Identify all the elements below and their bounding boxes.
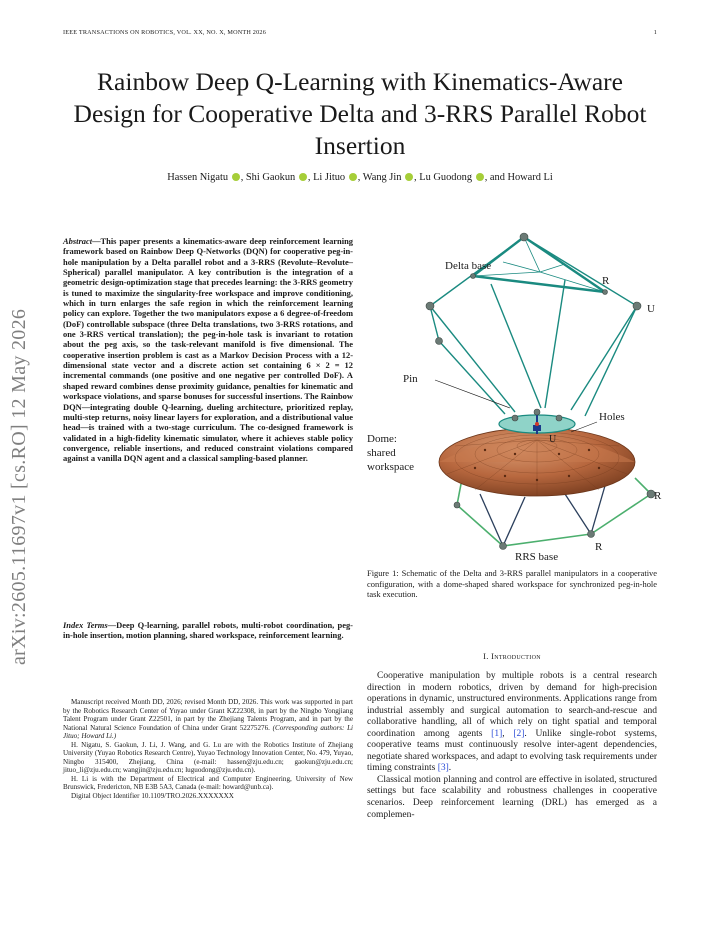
author-list: Hassen Nigatu , Shi Gaokun , Li Jituo , Wang Jin , Lu Guodong , and Howard Li	[167, 172, 553, 183]
section-heading	[367, 651, 657, 661]
label-dome-2: shared	[367, 447, 396, 459]
author-name: Hassen Nigatu	[167, 172, 229, 183]
introduction-text	[367, 671, 657, 821]
label-holes: Holes	[599, 411, 625, 423]
label-dome-1: Dome:	[367, 433, 397, 445]
intro-paragraph-2: Classical motion planning and control are effective in isolated, structured settings but face scalability and robustness challenges in cooperative scenarios. Deep reinforcement learning (DRL) has emerged as a complemen-	[367, 774, 657, 820]
author-name: Wang Jin	[362, 172, 402, 183]
running-header	[63, 29, 657, 36]
label-delta-base: Delta base	[445, 260, 492, 272]
abstract-text: —This paper presents a kinematics-aware deep reinforcement learning framework based on Rainbow Deep Q-Networks (DQN) for cooperative peg-in-hole manipulation by a Delta parallel robot and a 3-RRS (Revolute–Revolute–Spherical) parallel manipulator. A key contribution is the integration of a geometric design-optimization stage that precedes learning: the 3-RRS geometry is tuned to maximize the singularity-free workspace and improve conditioning, which in turn enlarges the safe region in which the reinforcement learning policy can explore. Together the two manipulators expose a 6 degree-of-freedom (DoF) controllable subspace (three Delta translations, two 3-RRS rotations, and one 3-RRS vertical translation); the peg-in-hole task is invariant to rotation about the peg axis, so the task-relevant manifold is five dimensional. The cooperative insertion problem is cast as a Markov Decision Process with a 12-dimensional state vector and a discrete action set containing 6 × 2 = 12 incremental commands (one positive and one negative per controlled DoF). A shaped reward combines dense proximity guidance, penalties for kinematic and workspace violations, and sparse bonuses for successful insertions. The Rainbow DQN—integrating double Q-learning, dueling architecture, prioritized replay, multi-step returns, noisy linear layers for exploration, and a distributional value head—is trained with a two-stage curriculum. The co-designed framework is validated in a high-fidelity kinematic simulator, where it achieves stable policy convergence, reliable insertions, and reduced constraint violations compared against a vanilla DQN agent and a classical sampling-based planner.	[63, 236, 353, 464]
section-title: Introduction	[491, 651, 541, 661]
citation-link[interactable]: [1]	[491, 728, 503, 739]
footnote-affiliation-2: H. Li is with the Department of Electrical and Computer Engineering, University of New Brunswick, Fredericton, NB E3B 5A3, Canada (e-mail: howard@unb.ca).	[63, 774, 353, 792]
label-rrs-base: RRS base	[515, 551, 559, 563]
orcid-icon[interactable]	[476, 173, 484, 181]
orcid-icon[interactable]	[405, 173, 413, 181]
index-terms-text: —Deep Q-learning, parallel robots, multi-robot coordination, peg-in-hole insertion, motion planning, shared workspace, reinforcement learning.	[63, 620, 353, 641]
author-name: Lu Guodong	[419, 172, 473, 183]
footnote	[63, 698, 353, 801]
author-name: Li Jituo	[313, 172, 346, 183]
label-dome-3: workspace	[367, 461, 415, 473]
author-name-last: , and Howard Li	[484, 172, 553, 183]
page-number: 1	[653, 29, 657, 36]
dome-workspace	[439, 428, 635, 496]
orcid-icon[interactable]	[349, 173, 357, 181]
index-terms	[63, 620, 353, 641]
footnote-affiliation: H. Nigatu, S. Gaokun, J. Li, J. Wang, and G. Lu are with the Robotics Institute of Zhejiang University (Yuyao Robotics Research Centre), Yuyao Technology Innovation Center, No. 479, Yuyao, Ningbo 315400, Zhejiang, China (e-mail: hassen@zju.edu.cn; gaokun@zju.edu.cn; jituo_li@zju.edu.cn; wangjin@zju.edu.cn; luguodong@zju.edu.cn).	[63, 740, 353, 775]
figure-1	[365, 232, 660, 562]
joints	[426, 233, 655, 550]
section-number: I.	[483, 651, 489, 661]
abstract-label: Abstract	[63, 236, 93, 246]
corresponding-authors: (Corresponding authors: Li Jituo; Howard Li.)	[63, 723, 353, 741]
footnote-doi: Digital Object Identifier 10.1109/TRO.2026.XXXXXXX	[71, 792, 234, 801]
paper-title: Rainbow Deep Q-Learning with Kinematics-Aware Design for Cooperative Delta and 3-RRS Parallel Robot Insertion	[73, 67, 647, 160]
label-pin: Pin	[403, 373, 418, 385]
orcid-icon[interactable]	[299, 173, 307, 181]
index-terms-label: Index Terms	[63, 620, 108, 630]
orcid-icon[interactable]	[232, 173, 240, 181]
label-u-top: U	[647, 303, 655, 315]
figure-caption: Figure 1: Schematic of the Delta and 3-RRS parallel manipulators in a cooperative configuration, with a dome-shaped shared workspace for synchronized peg-in-hole task execution.	[367, 568, 657, 600]
footnote-funding: Manuscript received Month DD, 2026; revised Month DD, 2026. This work was supported in part by the Robotics Research Center of Yuyao under Grant KZ22308, in part by the Ningbo Yongjiang Talent Program under Grant Z22501, in part by the Zhejiang Talents Program, and in part by the National Natural Science Foundation of China under Grant 52275276. (Corresponding authors: Li Jituo; Howard Li.)	[63, 698, 353, 741]
label-u-mid: U	[549, 434, 557, 445]
pin-leader	[435, 380, 510, 408]
arxiv-stamp: arXiv:2605.11697v1 [cs.RO] 12 May 2026	[8, 308, 30, 665]
citation-link[interactable]: [3]	[437, 763, 449, 774]
label-r-right: R	[654, 490, 662, 502]
intro-paragraph-1: Cooperative manipulation by multiple robots is a central research direction in modern robotics, driven by demand for high-precision operations in dynamic, unstructured environments. Applications range from industrial assembly and surgical automation to search-and-rescue and collaborative handling, all of which rely on tight spatial and temporal coordination among agents [1], [2]. Unlike single-robot systems, cooperative teams must continuously resolve inter-agent dependencies, negotiate shared workspaces, and adapt to evolving task requirements under timing constraints [3].	[367, 671, 658, 774]
label-r-bottom: R	[595, 541, 603, 553]
label-r-top: R	[602, 275, 610, 287]
journal-name: IEEE TRANSACTIONS ON ROBOTICS, VOL. XX, NO. X, MONTH 2026	[63, 29, 266, 36]
delta-base	[473, 237, 605, 292]
citation-link[interactable]: [2]	[513, 728, 525, 739]
abstract	[63, 236, 353, 464]
author-name: Shi Gaokun	[245, 172, 296, 183]
